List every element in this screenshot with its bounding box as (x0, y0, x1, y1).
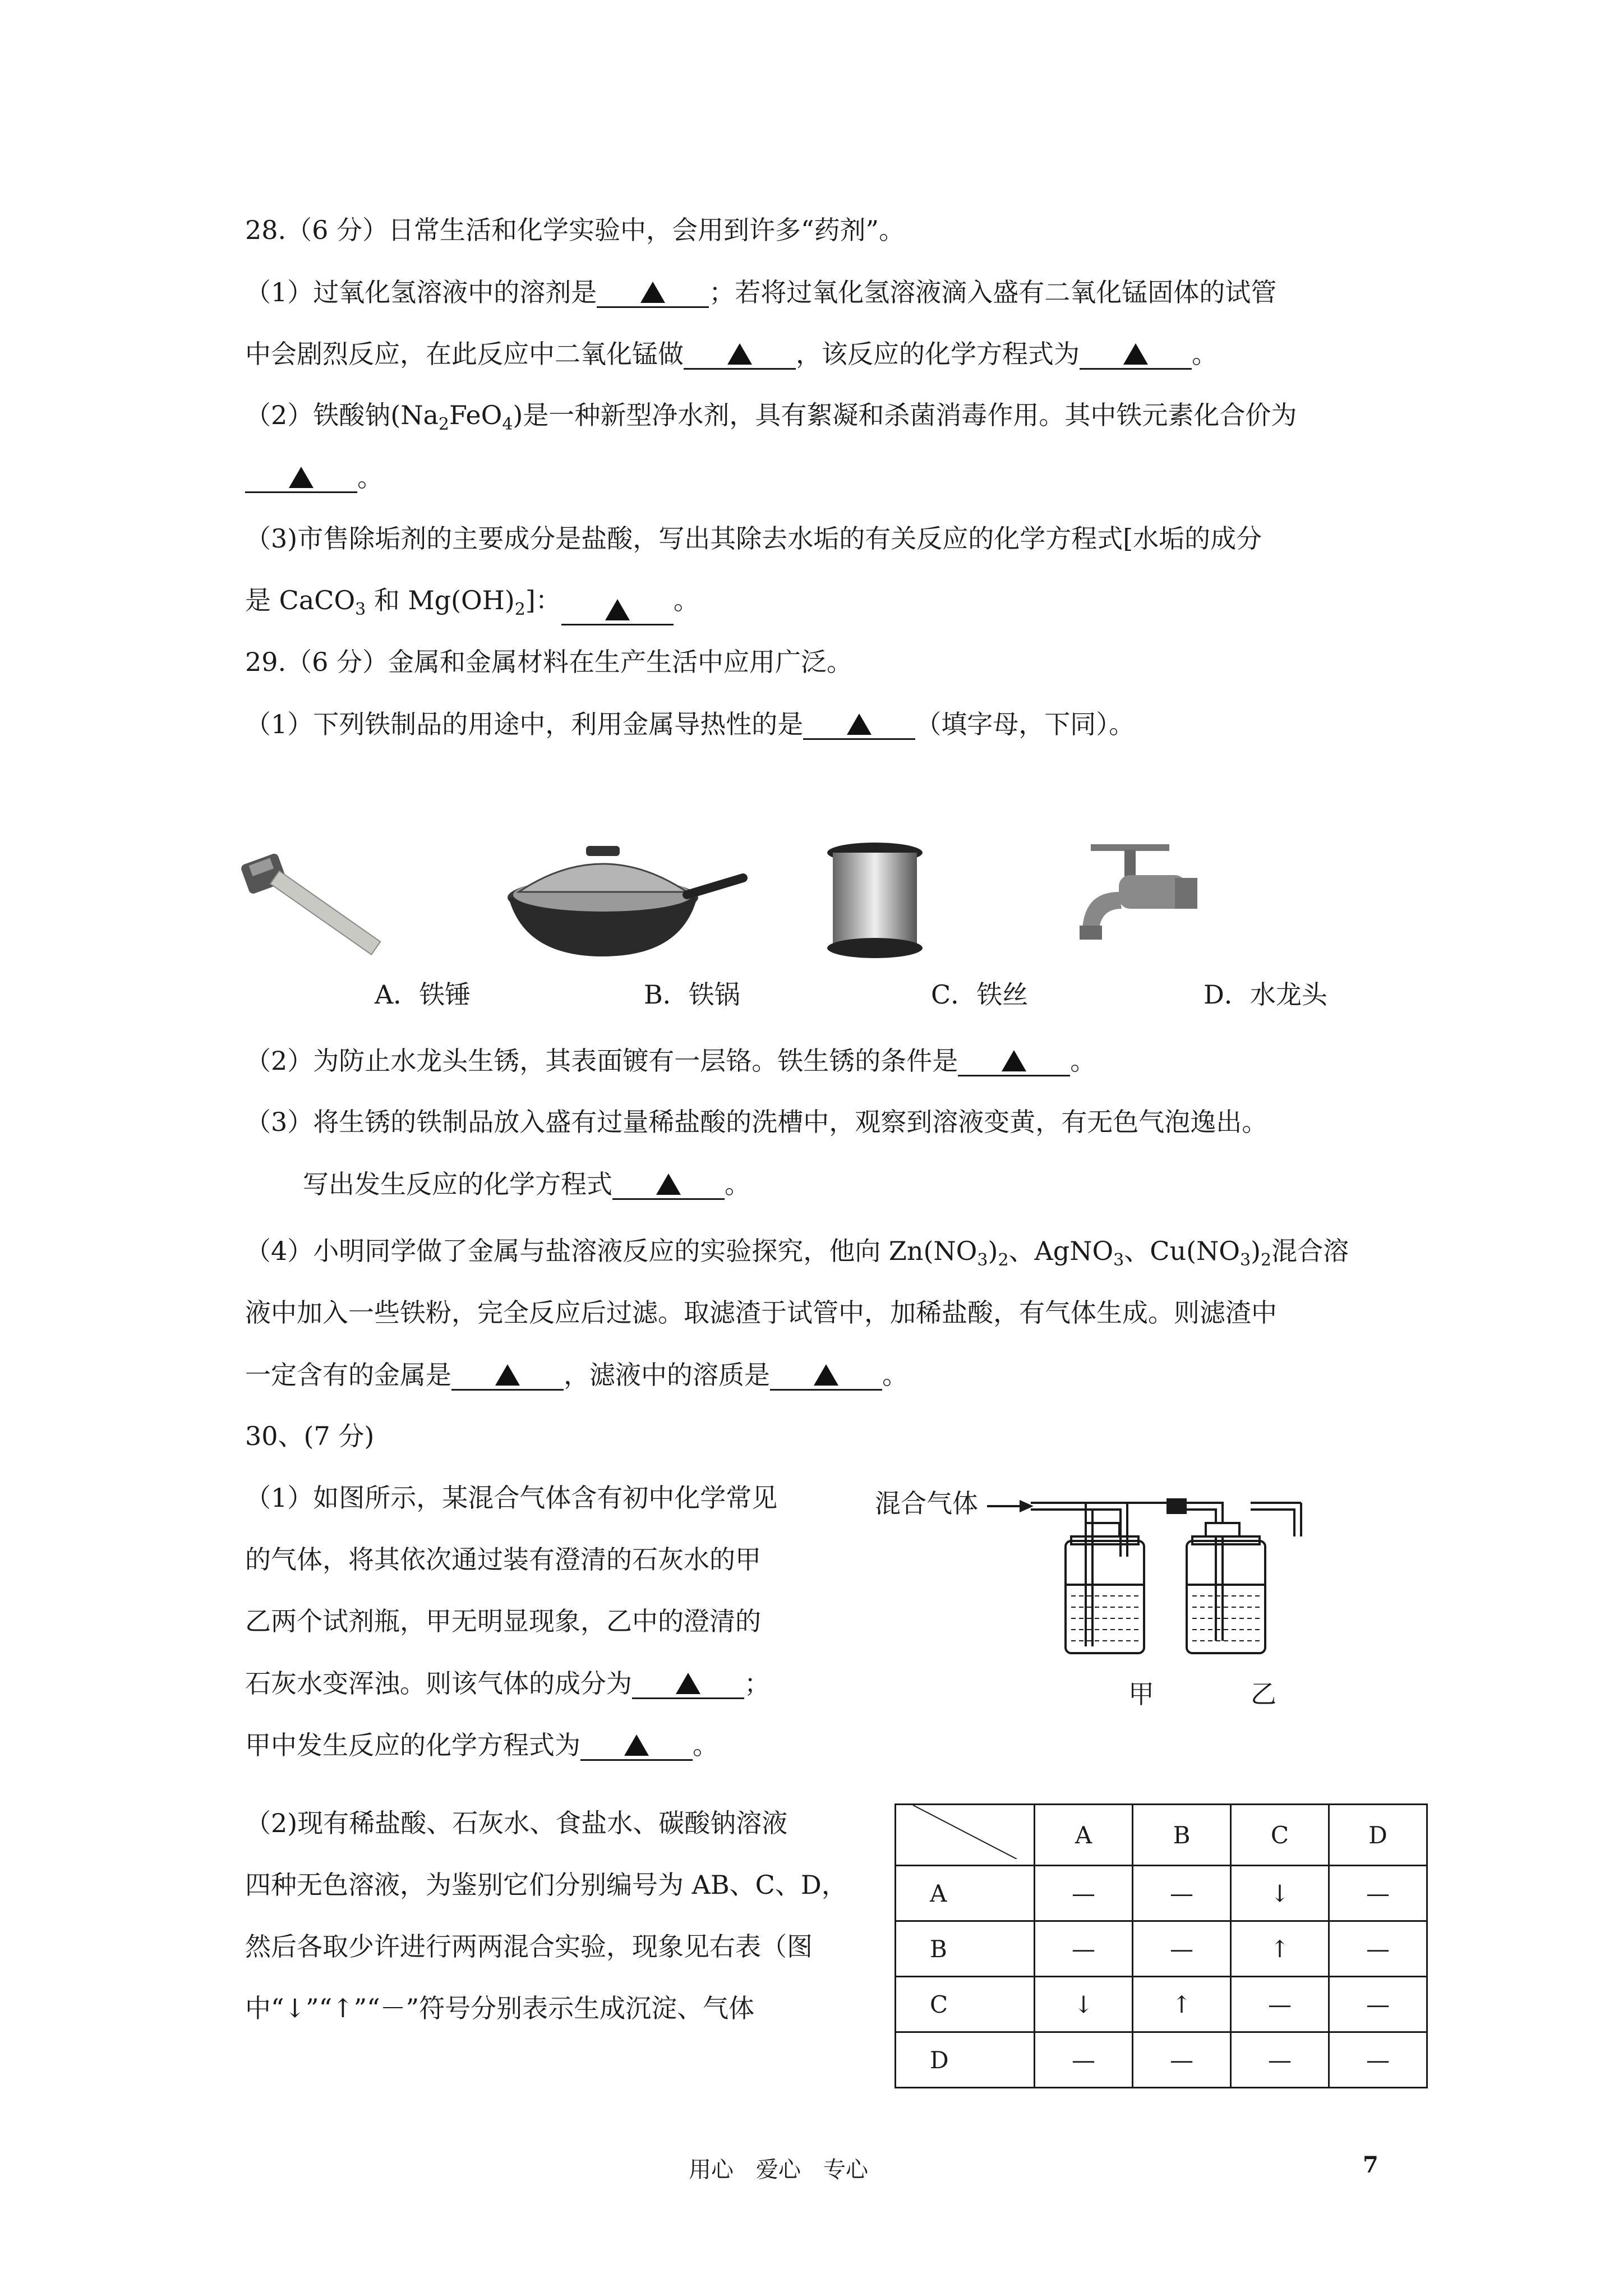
table-cell: — (1035, 1921, 1133, 1977)
q28-part3-line2: 是 CaCO$_3$ 和 $Mg(OH)_2$]： 。 (245, 585, 699, 625)
hammer-icon (241, 847, 393, 959)
wire-spool-icon (822, 839, 928, 962)
answer-triangle-icon (605, 599, 630, 620)
table-row (896, 1977, 1427, 2032)
table-cell: — (1329, 1977, 1427, 2032)
table-cell: — (1231, 1977, 1329, 2032)
table-cell: — (1329, 2032, 1427, 2088)
q28-stem: 28.（6 分）日常生活和化学实验中，会用到许多“药剂”。 (245, 215, 905, 245)
answer-blank[interactable] (597, 276, 709, 308)
diagonal-line (913, 1805, 1017, 1859)
q29-part4-line1: （4）小明同学做了金属与盐溶液反应的实验探究，他向 $Zn(NO_3)_2$、AgNO$_3$、$Cu(NO_3)_2$混合溶 (245, 1236, 1349, 1271)
page-number: 7 (1363, 2152, 1378, 2178)
q30-part1-line3: 乙两个试剂瓶，甲无明显现象，乙中的澄清的 (245, 1606, 761, 1636)
q30-part2-line2: 四种无色溶液，为鉴别它们分别编号为 AB、C、D， (245, 1870, 847, 1900)
table-header: C (1231, 1805, 1329, 1866)
table-cell: ↓ (1035, 1977, 1133, 2032)
bottle-yi-label: 乙 (1251, 1679, 1276, 1709)
table-cell: ↑ (1231, 1921, 1329, 1977)
answer-blank[interactable] (958, 1045, 1070, 1076)
footer-motto: 用心 爱心 专心 (689, 2157, 868, 2183)
table-row (896, 2032, 1427, 2088)
gas-label: 混合气体 (875, 1488, 978, 1519)
table-header: A (1035, 1805, 1133, 1866)
table-cell: — (1133, 2032, 1231, 2088)
q29-part3-line2: 写出发生反应的化学方程式 。 (303, 1169, 750, 1199)
table-cell: — (1035, 1866, 1133, 1921)
q28-part3-line1: （3)市售除垢剂的主要成分是盐酸，写出其除去水垢的有关反应的化学方程式[水垢的成分 (245, 523, 1262, 554)
table-row (896, 1866, 1427, 1921)
answer-blank[interactable] (1080, 338, 1192, 370)
table-cell: — (1329, 1866, 1427, 1921)
answer-blank[interactable] (451, 1359, 564, 1391)
q30-part1-line4: 石灰水变浑浊。则该气体的成分为 ； (245, 1668, 770, 1699)
answer-blank[interactable] (612, 1168, 725, 1200)
q30-part2-line3: 然后各取少许进行两两混合实验，现象见右表（图 (245, 1931, 813, 1962)
answer-blank[interactable] (803, 708, 915, 740)
table-header: D (1329, 1805, 1427, 1866)
table-cell: — (1231, 2032, 1329, 2088)
table-cell: — (1329, 1921, 1427, 1977)
table-header: B (1133, 1805, 1231, 1866)
gas-apparatus-diagram (987, 1489, 1346, 1680)
q29-stem: 29.（6 分）金属和金属材料在生产生活中应用广泛。 (245, 647, 853, 677)
table-cell: — (1035, 2032, 1133, 2088)
answer-triangle-icon (640, 282, 665, 303)
option-a-label: A．铁锤 (375, 979, 471, 1010)
q30-part2-line1: （2)现有稀盐酸、石灰水、食盐水、碳酸钠溶液 (245, 1808, 788, 1838)
option-d-label: D．水龙头 (1204, 979, 1327, 1010)
row-label: D (896, 2032, 1035, 2088)
q28-part1-line1: （1）过氧化氢溶液中的溶剂是 ；若将过氧化氢溶液滴入盛有二氧化锰固体的试管 (245, 277, 1277, 307)
q30-part2-line4: 中“↓”“↑”“－”符号分别表示生成沉淀、气体 (245, 1993, 755, 2023)
row-label: C (896, 1977, 1035, 2032)
q30-part1-line5: 甲中发生反应的化学方程式为 。 (245, 1730, 718, 1760)
answer-triangle-icon (495, 1364, 520, 1386)
q29-part2: （2）为防止水龙头生锈，其表面镀有一层铬。铁生锈的条件是 。 (245, 1046, 1096, 1076)
answer-blank[interactable] (632, 1667, 744, 1699)
answer-blank[interactable] (245, 461, 357, 493)
table-cell: ↑ (1133, 1977, 1231, 2032)
bottle-jia-label: 甲 (1128, 1679, 1154, 1709)
table-cell: — (1133, 1921, 1231, 1977)
q30-part1-line1: （1）如图所示，某混合气体含有初中化学常见 (245, 1483, 778, 1513)
table-cell: ↓ (1231, 1866, 1329, 1921)
answer-triangle-icon (656, 1174, 681, 1195)
q29-part3-line1: （3）将生锈的铁制品放入盛有过量稀盐酸的洗槽中，观察到溶液变黄，有无色气泡逸出。 (245, 1107, 1268, 1137)
table-header-row (896, 1805, 1427, 1866)
row-label: A (896, 1866, 1035, 1921)
answer-blank[interactable] (770, 1359, 882, 1391)
table-cell: — (1133, 1866, 1231, 1921)
q28-part1-line2: 中会剧烈反应，在此反应中二氧化锰做 ，该反应的化学方程式为 。 (245, 339, 1218, 369)
option-c-label: C．铁丝 (931, 979, 1029, 1010)
table-row (896, 1921, 1427, 1977)
q30-stem: 30、(7 分) (245, 1421, 375, 1451)
q28-part2-line1: （2）铁酸钠$(Na_2FeO_4)$是一种新型净水剂，具有絮凝和杀菌消毒作用。其中铁元素化合价为 (245, 400, 1297, 435)
answer-triangle-icon (1123, 343, 1148, 365)
q30-part1-line2: 的气体，将其依次通过装有澄清的石灰水的甲 (245, 1544, 761, 1575)
answer-triangle-icon (624, 1734, 649, 1756)
table-corner-cell (896, 1805, 1035, 1866)
answer-triangle-icon (727, 343, 752, 365)
answer-blank[interactable] (580, 1729, 693, 1761)
answer-blank[interactable] (684, 338, 796, 370)
q29-part1-line1: （1）下列铁制品的用途中，利用金属导热性的是 （填字母，下同）。 (245, 709, 1135, 739)
answer-triangle-icon (289, 467, 313, 488)
answer-blank[interactable] (561, 593, 674, 625)
q29-part4-line2: 液中加入一些铁粉，完全反应后过滤。取滤渣于试管中，加稀盐酸，有气体生成。则滤渣中 (245, 1297, 1277, 1328)
row-label: B (896, 1921, 1035, 1977)
q28-part2-line2: 。 (245, 461, 383, 493)
answer-triangle-icon (814, 1364, 838, 1386)
answer-triangle-icon (847, 714, 872, 735)
faucet-icon (1068, 839, 1203, 956)
answer-triangle-icon (676, 1673, 700, 1694)
option-b-label: B．铁锅 (644, 979, 740, 1010)
wok-icon (502, 836, 749, 965)
q29-part4-line3: 一定含有的金属是 ，滤液中的溶质是 。 (245, 1360, 908, 1390)
reaction-table (895, 1803, 1428, 2088)
answer-triangle-icon (1002, 1050, 1026, 1071)
